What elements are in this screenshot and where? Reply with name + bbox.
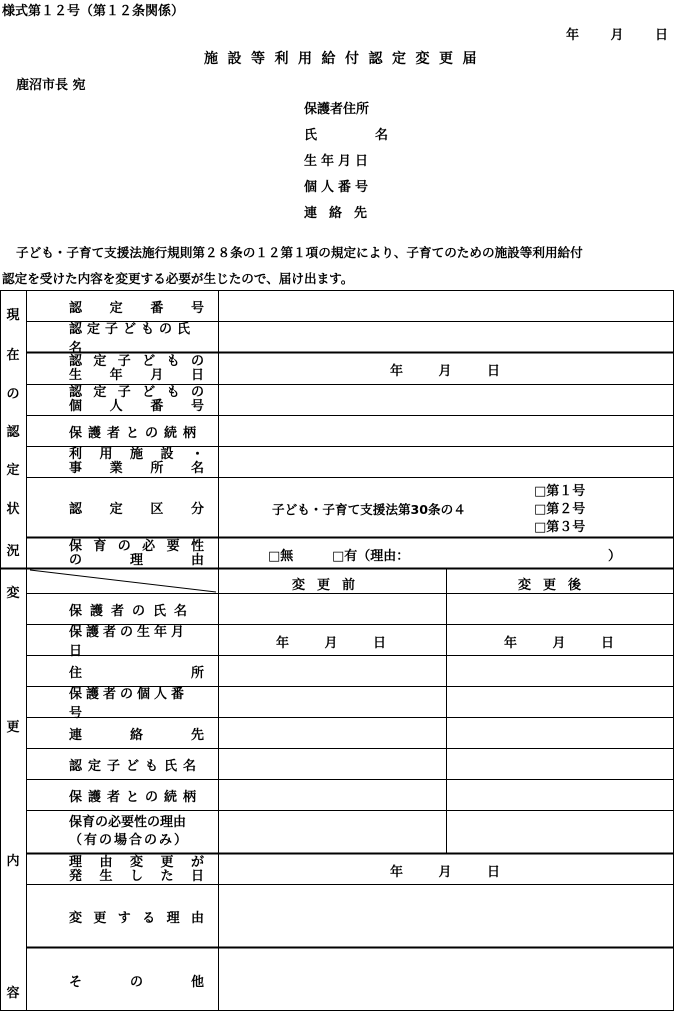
change-reason-field[interactable] (219, 885, 673, 947)
current-section-char: 認 (6, 425, 20, 440)
address-before-field[interactable] (219, 656, 446, 686)
applicant-contact-label: 連絡先 (304, 206, 380, 221)
category-label: 認 定 区 分 (69, 502, 204, 517)
change-section-char: 内 (6, 854, 20, 869)
relation-before-field[interactable] (219, 780, 446, 810)
need-reason-before-field[interactable] (219, 811, 446, 853)
applicant-name-label: 氏 名 (304, 128, 388, 143)
before-header: 変更前 (292, 578, 368, 593)
child-name-before-field[interactable] (219, 749, 446, 779)
addressee: 鹿沼市長 宛 (16, 78, 86, 93)
date-month-label: 月 (610, 28, 624, 43)
body-text-line2: 認定を受けた内容を変更する必要が生じたので、届け出ます。 (2, 271, 354, 286)
relation-after-field[interactable] (447, 780, 673, 810)
date-day-label: 日 (654, 28, 668, 43)
need-reason-after-field[interactable] (447, 811, 673, 853)
current-section-char: 在 (6, 348, 20, 363)
guardian-id-after-field[interactable] (447, 687, 673, 717)
address-label: 住 所 (69, 665, 204, 681)
change-child-name-label: 認定子ども氏名 (69, 758, 203, 774)
after-header: 変更後 (518, 578, 594, 593)
guardian-id-label: 保護者の個人番号 (69, 687, 189, 721)
form-number: 様式第１２号（第１２条関係） (2, 4, 185, 19)
other-label: そ の 他 (69, 974, 204, 990)
facility-field[interactable] (219, 447, 673, 477)
body-text-line1: 子ども・子育て支援法施行規則第２８条の１２第１項の規定により、子育てのための施設等利用給付 (16, 245, 583, 260)
contact-after-field[interactable] (447, 718, 673, 748)
current-section-char: 定 (6, 463, 20, 478)
guardian-birthdate-before: 年 月 日 (276, 636, 386, 651)
child-name-field[interactable] (219, 322, 673, 352)
applicant-birthdate-label: 生年月日 (304, 154, 373, 169)
change-section-char: 容 (6, 986, 20, 1001)
current-section-char: 況 (6, 544, 20, 559)
need-close-paren: ） (608, 549, 622, 564)
guardian-birthdate-label: 保護者の生年月日 (69, 625, 189, 659)
date-year-label: 年 (566, 28, 580, 43)
category-options (534, 483, 585, 537)
relation-field[interactable] (219, 416, 673, 446)
relation-label: 保護者との続柄 (69, 425, 203, 441)
change-relation-label: 保護者との続柄 (69, 789, 203, 805)
guardian-name-after-field[interactable] (447, 594, 673, 624)
contact-label: 連 絡 先 (69, 727, 204, 743)
change-need-reason-label: 保育の必要性の理由 （有の場合のみ） (69, 815, 190, 848)
child-birthdate-date: 年 月 日 (390, 363, 500, 379)
category-option-1[interactable]: □第１号 (534, 484, 586, 499)
category-option-3[interactable]: □第３号 (534, 520, 586, 535)
child-id-label: 認 定 子 ど も の 個 人 番 号 (69, 385, 204, 414)
child-birthdate-label: 認 定 子 ど も の 生 年 月 日 (69, 354, 204, 383)
need-reason-label: 保 育 の 必 要 性 の 理 由 (69, 538, 204, 568)
change-section-char: 更 (6, 720, 20, 735)
document-title: 施設等利用給付認定変更届 (204, 51, 486, 67)
occurrence-date: 年 月 日 (390, 865, 500, 880)
occurrence-date-label: 理 由 変 更 が 発 生 し た 日 (69, 854, 204, 884)
child-name-label: 認定子どもの氏名 (69, 322, 196, 356)
current-section-char: の (6, 387, 20, 402)
current-section-char: 現 (6, 308, 20, 323)
change-section-char: 変 (6, 586, 20, 601)
category-option-2[interactable]: □第２号 (534, 502, 586, 517)
other-field[interactable] (219, 949, 673, 1011)
cert-number-field[interactable] (219, 291, 673, 321)
facility-label: 利 用 施 設 ・ 事 業 所 名 (69, 447, 204, 476)
change-reason-label: 変 更 す る 理 由 (69, 910, 204, 926)
applicant-address-label: 保護者住所 (304, 102, 370, 117)
category-law-text: 子ども・子育て支援法第30条の４ (272, 502, 466, 517)
guardian-name-label: 保護者の氏名 (69, 603, 196, 619)
need-yes-checkbox[interactable]: □有（理由： (332, 549, 410, 564)
guardian-id-before-field[interactable] (219, 687, 446, 717)
contact-before-field[interactable] (219, 718, 446, 748)
child-id-field[interactable] (219, 385, 673, 415)
guardian-birthdate-after: 年 月 日 (504, 636, 614, 651)
cert-number-label: 認 定 番 号 (69, 300, 204, 316)
applicant-id-label: 個人番号 (304, 180, 373, 195)
need-none-checkbox[interactable]: □無 (268, 549, 294, 564)
current-section-char: 状 (6, 502, 20, 517)
guardian-name-before-field[interactable] (219, 594, 446, 624)
address-after-field[interactable] (447, 656, 673, 686)
child-name-after-field[interactable] (447, 749, 673, 779)
